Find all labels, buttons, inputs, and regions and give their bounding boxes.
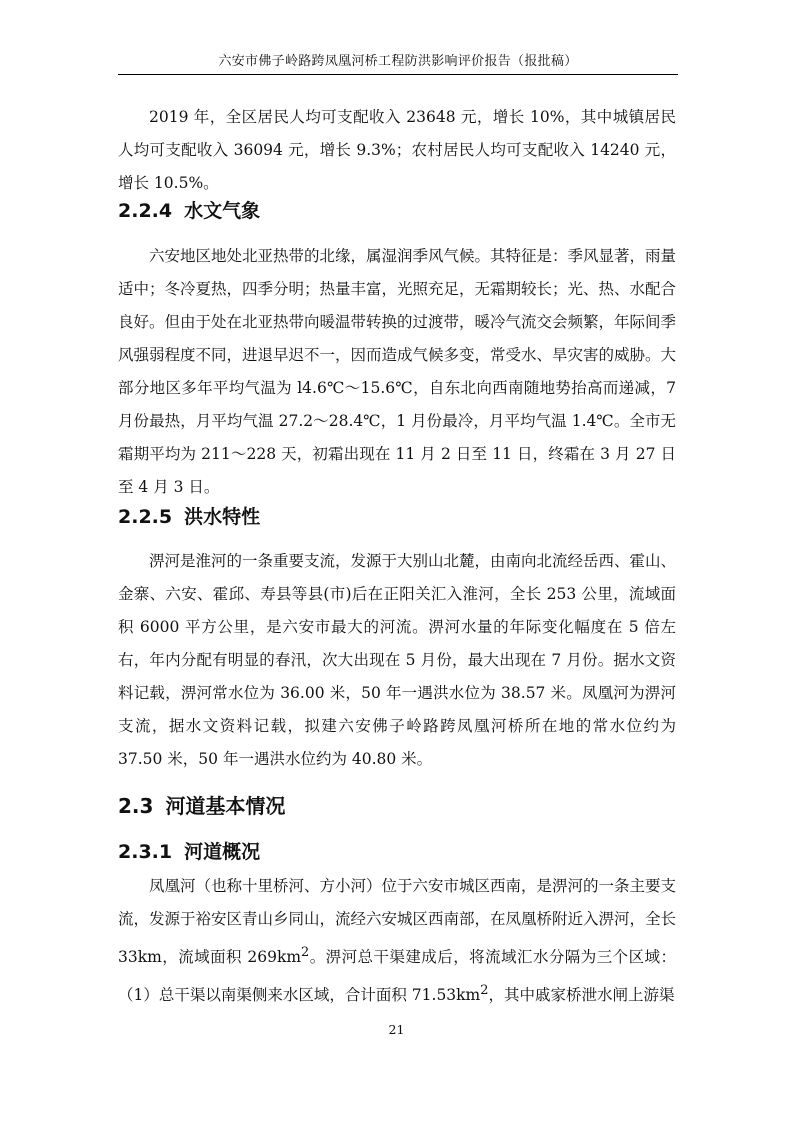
heading-text: 河道基本情况 xyxy=(165,794,286,818)
page-header: 六安市佛子岭路跨凤凰河桥工程防洪影响评价报告（报批稿） xyxy=(218,54,578,69)
heading-text: 河道概况 xyxy=(184,841,261,863)
river-text-c: ，其中戚家桥泄水闸上游渠 xyxy=(488,986,675,1005)
flood-paragraph: 淠河是淮河的一条重要支流，发源于大别山北麓，由南向北流经岳西、霍山、金寨、六安、霍邱、寿县等县(市)后在正阳关汇入淮河，全长 253 公里，流域面积 6000 平方公里，是六安市最大的河流。淠河水量的年际变化幅度在 5 倍左右，年内分配有明显的春汛，次大出现在 5 月份，最大出现在 7 月份。据水文资料记载，淠河常水位为 36.00 米，50 年一遇洪水位为 38.57 米。凤凰河为淠河支流，据水文资料记载，拟建六安佛子岭路跨凤凰河桥所在地的常水位约为 37.50 米，50 年一遇洪水位约为 40.80 米。 xyxy=(118,552,677,768)
heading-2-3-1 xyxy=(118,840,260,864)
heading-2-2-5 xyxy=(118,505,260,529)
superscript-2: 2 xyxy=(301,945,310,960)
superscript-2: 2 xyxy=(480,983,489,999)
river-overview-paragraph xyxy=(118,870,676,1012)
heading-2-3 xyxy=(118,793,285,819)
heading-number: 2.2.5 xyxy=(118,506,173,528)
heading-number: 2.3.1 xyxy=(118,841,173,863)
page-number: 21 xyxy=(388,1022,405,1037)
header-rule xyxy=(118,74,678,75)
heading-number: 2.3 xyxy=(118,794,154,818)
heading-number: 2.2.4 xyxy=(118,200,173,222)
heading-text: 水文气象 xyxy=(184,200,261,222)
income-paragraph: 2019 年，全区居民人均可支配收入 23648 元，增长 10%，其中城镇居民人均可支配收入 36094 元，增长 9.3%；农村居民人均可支配收入 14240 元，增长 10.5%。 xyxy=(118,108,676,192)
heading-2-2-4 xyxy=(118,199,260,223)
heading-text: 洪水特性 xyxy=(184,506,261,528)
river-text-a: 凤凰河（也称十里桥河、方小河）位于六安市城区西南，是淠河的一条主要支流，发源于裕安区青山乡同山，流经六安城区西南部，在凤凰桥附近入淠河，全长 33km，流域面积 269km xyxy=(118,877,677,967)
river-text-b: 。淠河总干渠建成后，将流域汇水分隔为三个区域：（1）总干渠以南渠侧来水区域，合计面积 71.53km xyxy=(118,948,676,1005)
climate-paragraph: 六安地区地处北亚热带的北缘，属湿润季风气候。其特征是：季风显著，雨量适中；冬冷夏热，四季分明；热量丰富，光照充足，无霜期较长；光、热、水配合良好。但由于处在北亚热带向暖温带转换的过渡带，暖冷气流交会频繁，年际间季风强弱程度不同，进退早迟不一，因而造成气候多变，常受水、旱灾害的威胁。大部分地区多年平均气温为 l4.6℃～15.6℃，自东北向西南随地势抬高而递减，7 月份最热，月平均气温 27.2～28.4℃，1 月份最冷，月平均气温 1.4℃。全市无霜期平均为 211～228 天，初霜出现在 11 月 2 日至 11 日，终霜在 3 月 27 日至 4 月 3 日。 xyxy=(118,247,677,496)
